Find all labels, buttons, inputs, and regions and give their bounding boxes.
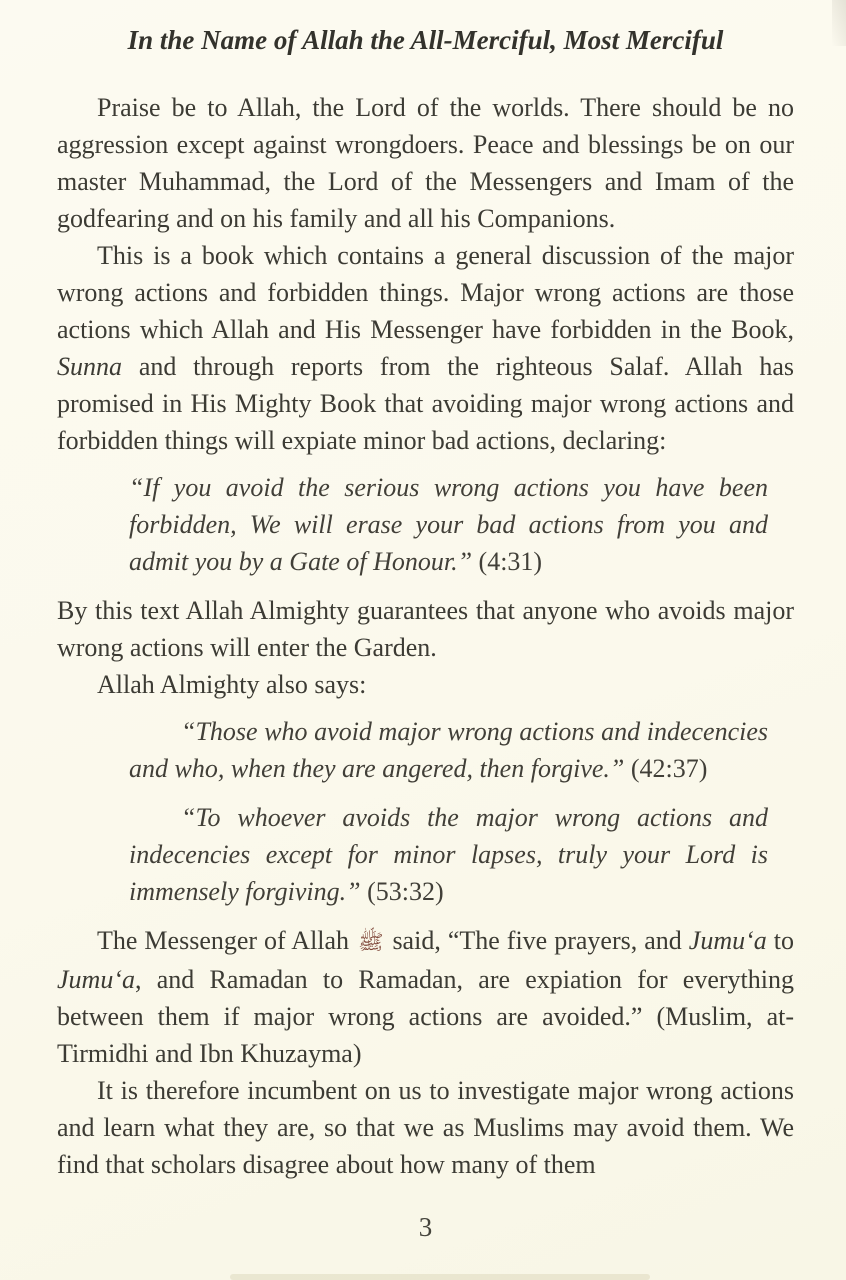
quote-53-32: “To whoever avoids the major wrong actions and indecencies except for minor lapses, truly your Lord is immensely forgiving.” (53:32) (129, 803, 768, 906)
verse-reference: (4:31) (472, 547, 543, 576)
scan-smudge (230, 1274, 650, 1280)
paragraph-incumbent: It is therefore incumbent on us to investigate major wrong actions and learn what they are, so that we as Muslims may avoid them. We find that scholars disagree about how many of them (57, 1076, 794, 1179)
quote-42-37: “Those who avoid major wrong actions and indecencies and who, when they are angered, then forgive.” (42:37) (129, 717, 768, 783)
pbuh-calligraphy-symbol: ﷺ (358, 930, 384, 954)
verse-reference: (53:32) (360, 877, 444, 906)
bismillah-heading: In the Name of Allah the All-Merciful, Most Merciful (127, 25, 724, 55)
paragraph-allah-also-says: Allah Almighty also says: (97, 670, 367, 699)
paragraph-messenger-hadith: The Messenger of Allah ﷺ said, “The five prayers, and Jumu‘a to Jumu‘a, and Ramadan to Ramadan, are expiation for everything between them if major wrong actions are avoided.” (Muslim, at-Tirmidhi and Ibn Khuzayma) (57, 926, 794, 1068)
paragraph-by-this-text: By this text Allah Almighty guarantees that anyone who avoids major wrong actions will enter the Garden. (57, 596, 794, 662)
paragraph-book-intro: This is a book which contains a general discussion of the major wrong actions and forbidden things. Major wrong actions are those actions which Allah and His Messenger have forbidden in the Book, Sunna and through reports from the righteous Salaf. Allah has promised in His Mighty Book that avoiding major wrong actions and forbidden things will expiate minor bad actions, declaring: (57, 241, 794, 455)
verse-reference: (42:37) (624, 754, 708, 783)
corner-shade (832, 0, 846, 46)
paragraph-praise: Praise be to Allah, the Lord of the worlds. There should be no aggression except against wrongdoers. Peace and blessings be on our master Muhammad, the Lord of the Messengers and Imam of the godfearing and on his family and all his Companions. (57, 93, 794, 233)
page-number: 3 (418, 1212, 433, 1242)
quote-4-31: “If you avoid the serious wrong actions you have been forbidden, We will erase your bad actions from you and admit you by a Gate of Honour.” (4:31) (129, 473, 768, 576)
